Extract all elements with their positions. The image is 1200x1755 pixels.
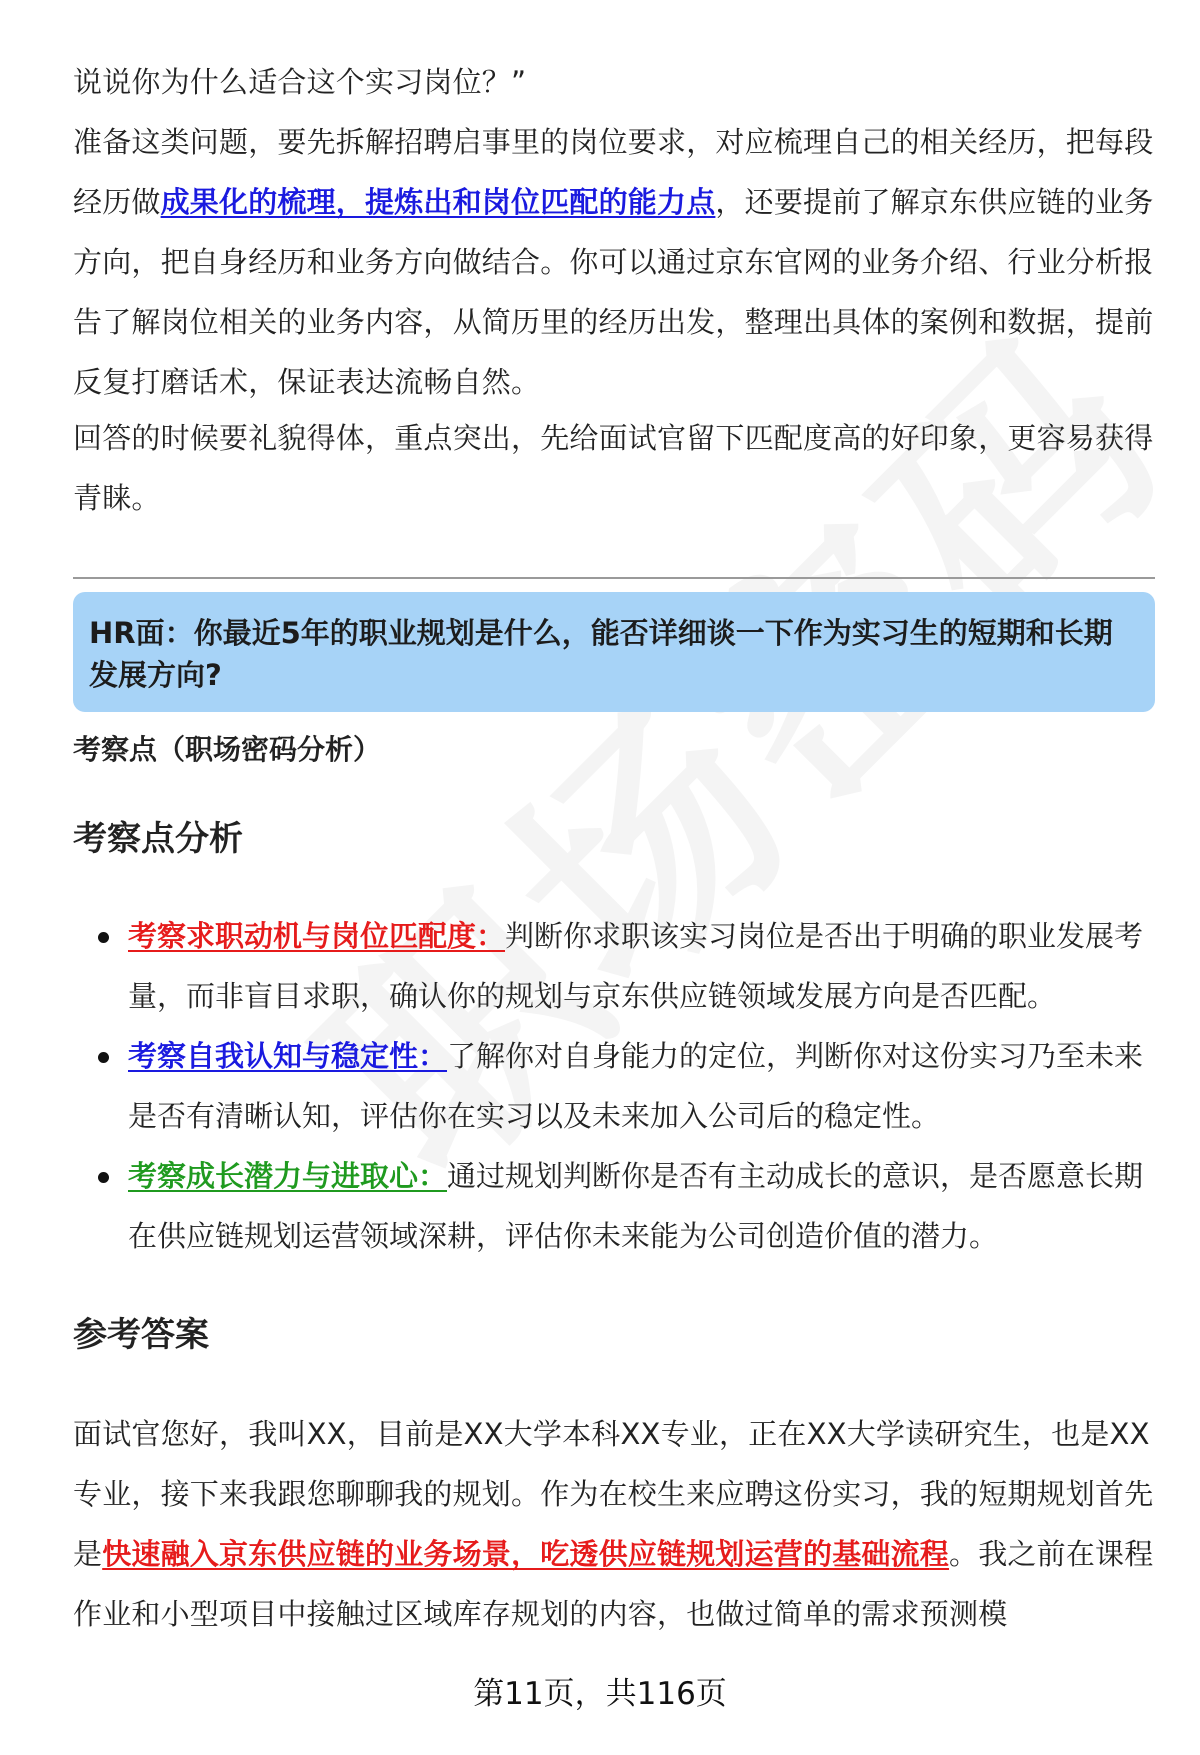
answer-highlight: 快速融入京东供应链的业务场景，吃透供应链规划运营的基础流程 [102, 1537, 950, 1571]
answer-heading: 参考答案 [73, 1315, 209, 1355]
subheading: 考察点（职场密码分析） [73, 733, 382, 766]
list-item [73, 1146, 1155, 1266]
analysis-item-label: 考察自我认知与稳定性： [128, 1039, 448, 1073]
bullet-icon [98, 932, 109, 943]
analysis-heading: 考察点分析 [73, 819, 243, 859]
top-line: 说说你为什么适合这个实习岗位？” [73, 65, 527, 99]
intro-text-before: 准备这类问题，要先拆解招聘启事里的岗位要求，对应梳理自己的相关经历，把每段经历做 [73, 125, 1154, 219]
analysis-item-label: 考察成长潜力与进取心： [128, 1159, 448, 1193]
intro-paragraph [73, 112, 1155, 412]
intro-highlight: 成果化的梳理，提炼出和岗位匹配的能力点 [160, 185, 716, 219]
answer-text-before: 面试官您好，我叫XX，目前是XX大学本科XX专业，正在XX大学读研究生，也是XX专业，接下来我跟您聊聊我的规划。作为在校生来应聘这份实习，我的短期规划首先是 [73, 1417, 1154, 1571]
analysis-item-text: 判断你求职该实习岗位是否出于明确的职业发展考量，而非盲目求职，确认你的规划与京东供应链领域发展方向是否匹配。 [128, 919, 1144, 1013]
analysis-item-label: 考察求职动机与岗位匹配度： [128, 919, 506, 953]
analysis-list [73, 906, 1155, 1266]
question-text: HR面：你最近5年的职业规划是什么，能否详细谈一下作为实习生的短期和长期发展方向? [89, 616, 1113, 692]
analysis-item-text: 通过规划判断你是否有主动成长的意识，是否愿意长期在供应链规划运营领域深耕，评估你未来能为公司创造价值的潜力。 [128, 1159, 1144, 1253]
answer-paragraph [73, 1404, 1155, 1644]
question-box [73, 592, 1155, 712]
page-number: 第11页，共116页 [473, 1676, 727, 1712]
intro-text-after: ，还要提前了解京东供应链的业务方向，把自身经历和业务方向做结合。你可以通过京东官网的业务介绍、行业分析报告了解岗位相关的业务内容，从简历里的经历出发，整理出具体的案例和数据，提前反复打磨话术，保证表达流畅自然。 [73, 185, 1154, 399]
bullet-icon [98, 1052, 109, 1063]
bullet-icon [98, 1172, 109, 1183]
answer-text-after: 。我之前在课程作业和小型项目中接触过区域库存规划的内容，也做过简单的需求预测模 [73, 1537, 1154, 1631]
list-item [73, 1026, 1155, 1146]
analysis-item-text: 了解你对自身能力的定位，判断你对这份实习乃至未来是否有清晰认知，评估你在实习以及未来加入公司后的稳定性。 [128, 1039, 1144, 1133]
closing-paragraph: 回答的时候要礼貌得体，重点突出，先给面试官留下匹配度高的好印象，更容易获得青睐。 [73, 421, 1154, 515]
section-divider [73, 577, 1155, 579]
list-item [73, 906, 1155, 1026]
